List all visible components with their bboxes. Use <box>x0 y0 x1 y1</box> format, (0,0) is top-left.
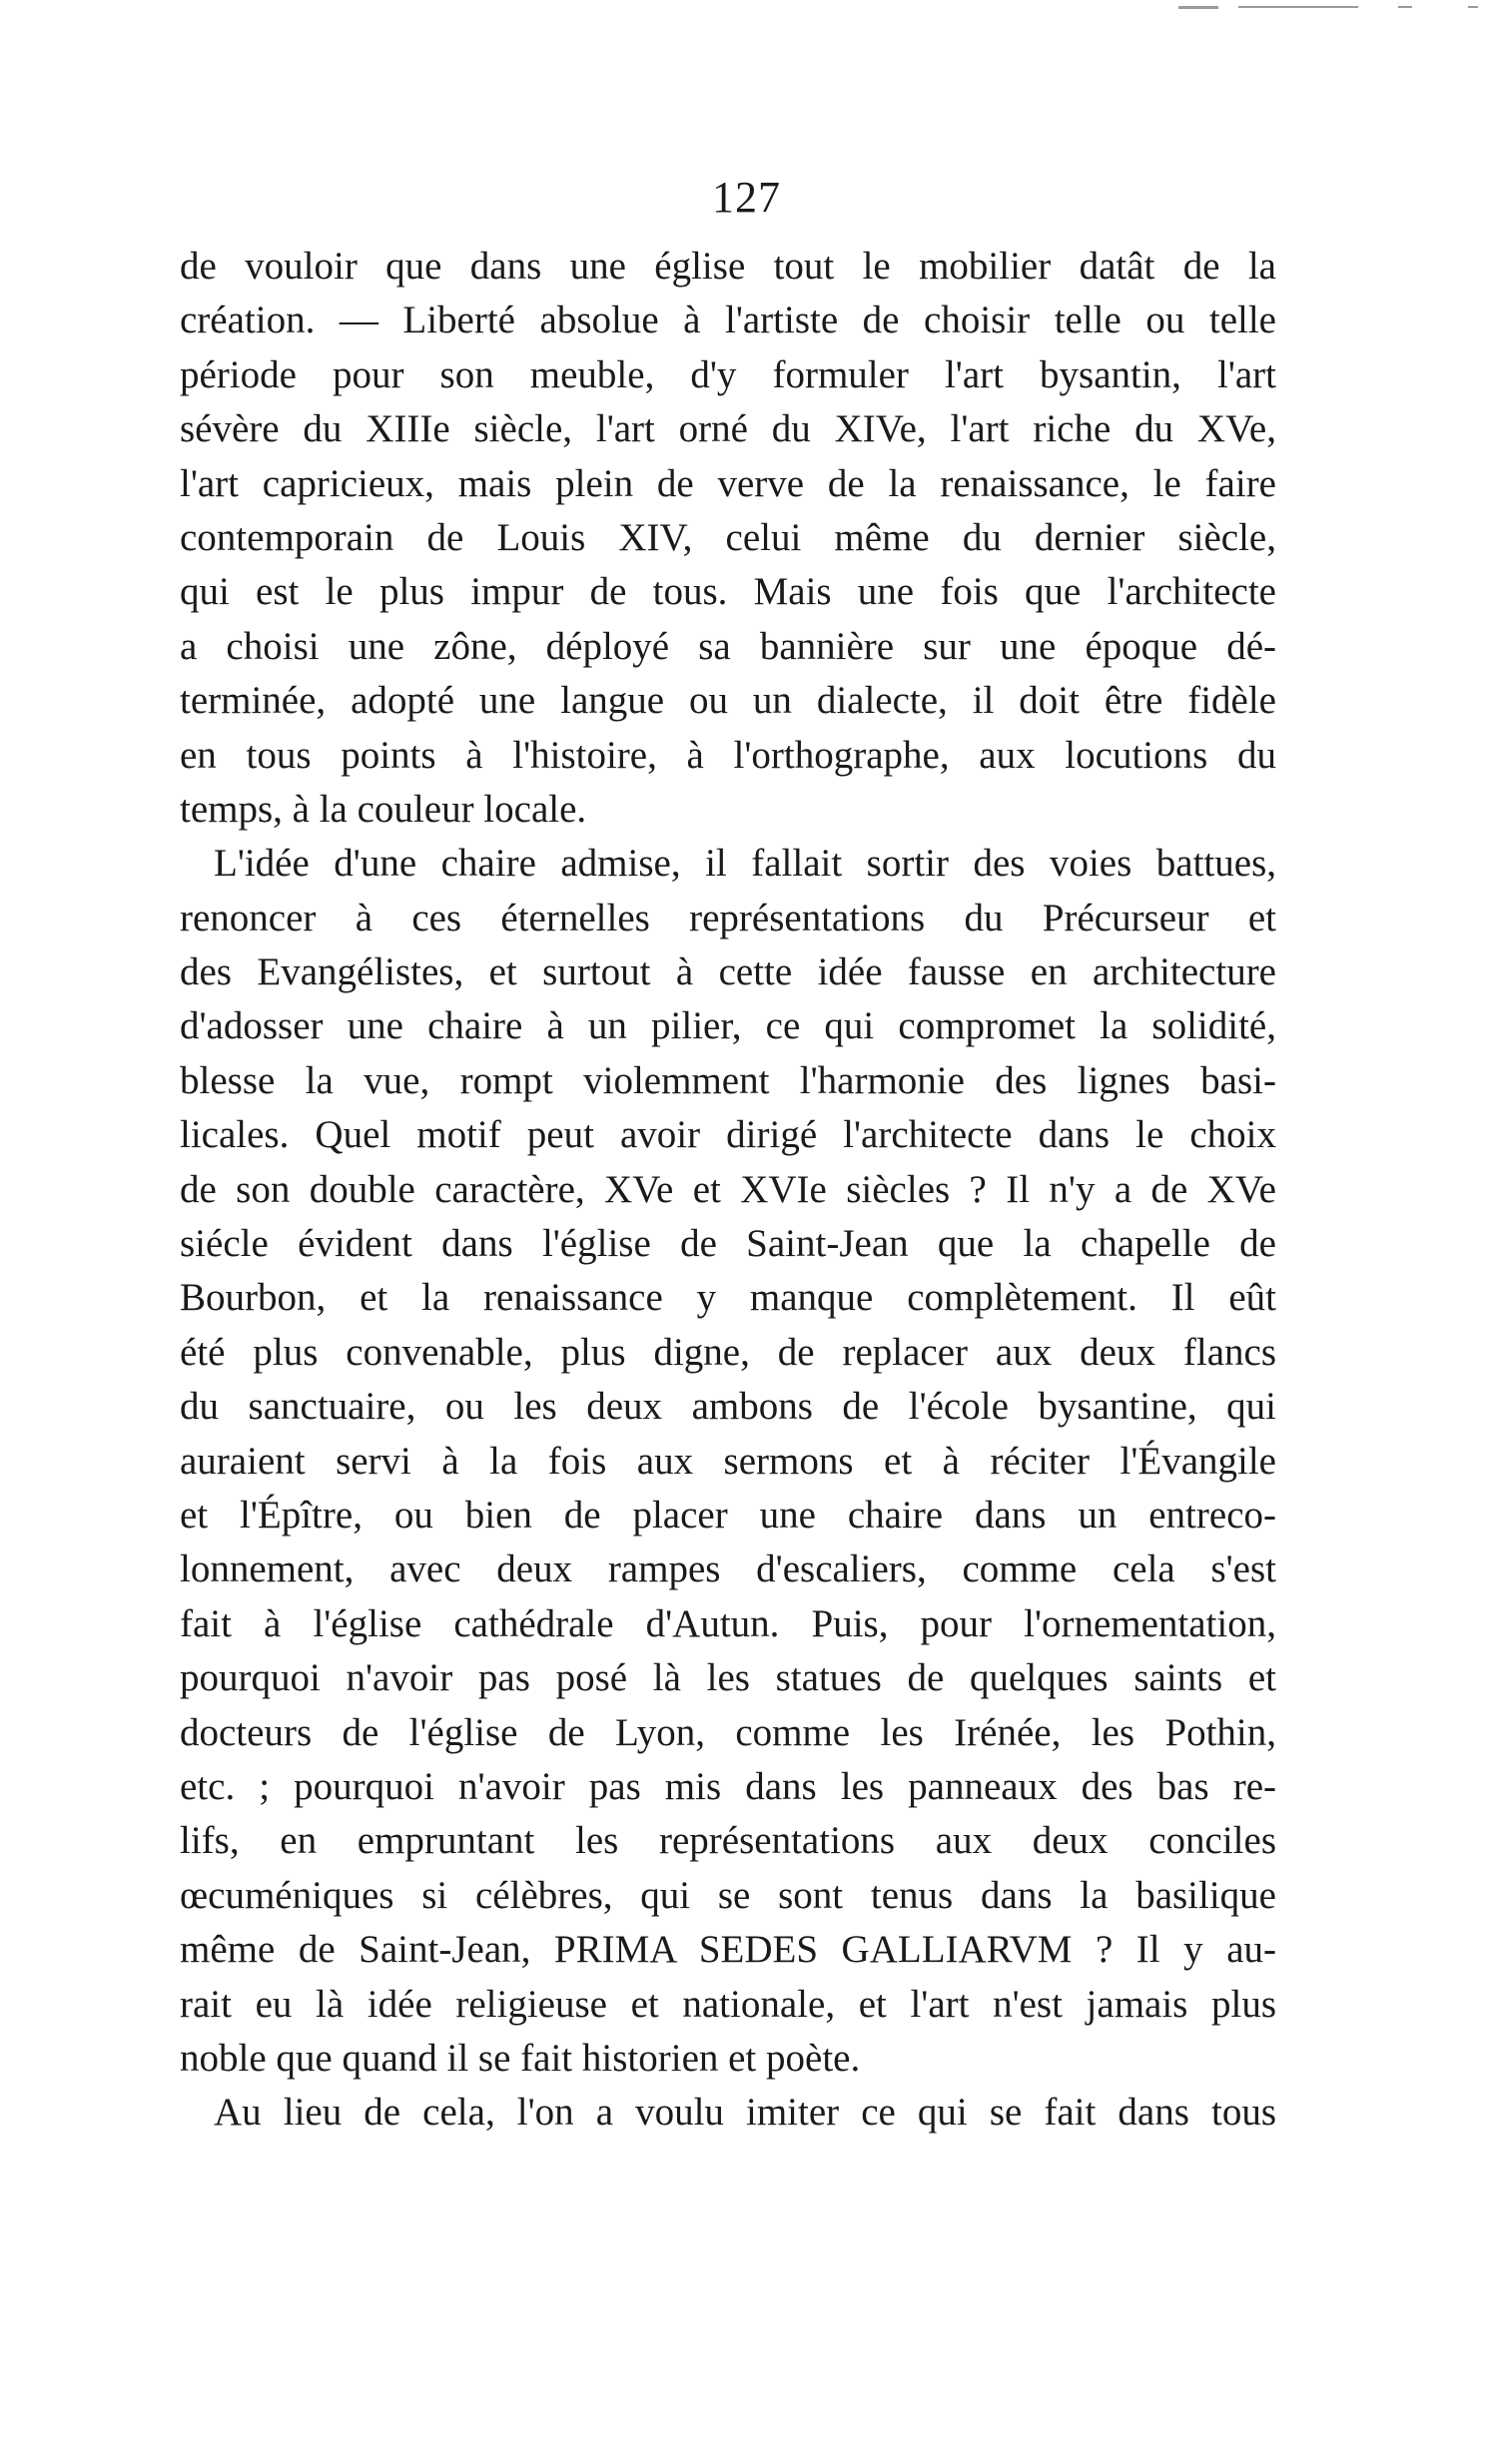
text-line: et l'Épître, ou bien de placer une chaire dans un entreco- <box>180 1493 1276 1537</box>
text-line: œcuméniques si célèbres, qui se sont tenus dans la basilique <box>180 1873 1276 1917</box>
paragraph-start-line: L'idée d'une chaire admise, il fallait sortir des voies battues, <box>214 842 1276 886</box>
text-line: terminée, adopté une langue ou un dialecte, il doit être fidèle <box>180 679 1276 723</box>
page-number: 127 <box>712 173 781 222</box>
text-line: docteurs de l'église de Lyon, comme les Irénée, les Pothin, <box>180 1710 1276 1754</box>
text-line: période pour son meuble, d'y formuler l'art bysantin, l'art <box>180 352 1276 396</box>
text-line: licales. Quel motif peut avoir dirigé l'architecte dans le choix <box>180 1113 1276 1157</box>
paragraph-start-line: Au lieu de cela, l'on a voulu imiter ce qui se fait dans tous <box>214 2091 1276 2135</box>
text-line: été plus convenable, plus digne, de replacer aux deux flancs <box>180 1330 1276 1374</box>
text-line: création. — Liberté absolue à l'artiste de choisir telle ou telle <box>180 299 1276 342</box>
text-line: auraient servi à la fois aux sermons et à réciter l'Évangile <box>180 1439 1276 1483</box>
text-line: lonnement, avec deux rampes d'escaliers, comme cela s'est <box>180 1547 1276 1591</box>
paragraph-end-line: noble que quand il se fait historien et poète. <box>180 2036 861 2080</box>
body-text <box>180 240 1276 2141</box>
text-line: en tous points à l'histoire, à l'orthographe, aux locutions du <box>180 733 1276 777</box>
text-line: Bourbon, et la renaissance y manque complètement. Il eût <box>180 1276 1276 1320</box>
text-line: de vouloir que dans une église tout le mobilier datât de la <box>180 245 1276 288</box>
text-line: a choisi une zône, déployé sa bannière sur une époque dé- <box>180 624 1276 668</box>
text-line: blesse la vue, rompt violemment l'harmonie des lignes basi- <box>180 1058 1276 1102</box>
text-line: sévère du XIIIe siècle, l'art orné du XIVe, l'art riche du XVe, <box>180 407 1276 451</box>
text-line: siécle évident dans l'église de Saint-Jean que la chapelle de <box>180 1222 1276 1266</box>
text-line: lifs, en empruntant les représentations aux deux conciles <box>180 1819 1276 1863</box>
text-line: qui est le plus impur de tous. Mais une fois que l'architecte <box>180 570 1276 614</box>
text-line: renoncer à ces éternelles représentations du Précurseur et <box>180 896 1276 939</box>
text-line: contemporain de Louis XIV, celui même du dernier siècle, <box>180 515 1276 559</box>
scan-edge-mark <box>1178 6 1218 9</box>
text-line: fait à l'église cathédrale d'Autun. Puis, pour l'ornementation, <box>180 1601 1276 1645</box>
scan-edge-mark <box>1468 6 1478 8</box>
text-line: du sanctuaire, ou les deux ambons de l'école bysantine, qui <box>180 1385 1276 1429</box>
text-line: pourquoi n'avoir pas posé là les statues de quelques saints et <box>180 1656 1276 1700</box>
text-line: etc. ; pourquoi n'avoir pas mis dans les panneaux des bas re- <box>180 1764 1276 1808</box>
paragraph-end-line: temps, à la couleur locale. <box>180 787 587 831</box>
text-line: même de Saint-Jean, PRIMA SEDES GALLIARVM ? Il y au- <box>180 1928 1276 1972</box>
text-line: de son double caractère, XVe et XVIe siècles ? Il n'y a de XVe <box>180 1167 1276 1211</box>
scan-edge-mark <box>1398 6 1412 8</box>
text-line: d'adosser une chaire à un pilier, ce qui compromet la solidité, <box>180 1004 1276 1048</box>
text-line: rait eu là idée religieuse et nationale, et l'art n'est jamais plus <box>180 1982 1276 2026</box>
text-line: l'art capricieux, mais plein de verve de la renaissance, le faire <box>180 461 1276 505</box>
text-line: des Evangélistes, et surtout à cette idée fausse en architecture <box>180 950 1276 994</box>
scan-edge-mark <box>1238 6 1358 8</box>
